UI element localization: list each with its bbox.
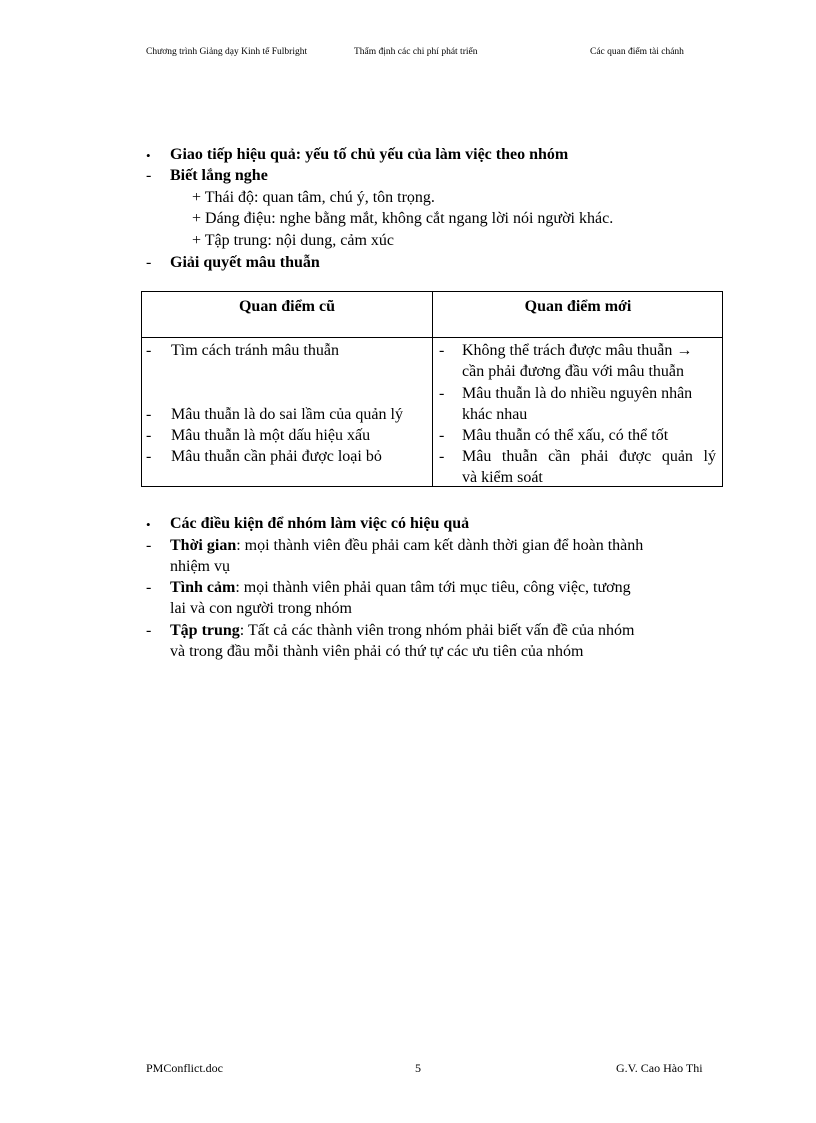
old-view-item: Tìm cách tránh mâu thuẫn bbox=[171, 342, 339, 359]
header-program: Chương trình Giảng dạy Kinh tế Fulbright bbox=[146, 47, 308, 57]
table-column-divider bbox=[432, 292, 433, 486]
dash-glyph: - bbox=[146, 254, 152, 271]
header-course: Thẩm định các chi phí phát triển bbox=[354, 47, 478, 57]
condition-item bbox=[170, 535, 643, 556]
dash-glyph: - bbox=[146, 622, 152, 639]
listening-item: + Thái độ: quan tâm, chú ý, tôn trọng. bbox=[192, 189, 435, 206]
section1-title: Giao tiếp hiệu quả: yếu tố chủ yếu của làm việc theo nhóm bbox=[170, 146, 569, 163]
new-view-text: Không thể trách được mâu thuẫn bbox=[462, 342, 673, 359]
dash-glyph: - bbox=[146, 579, 152, 596]
listening-item: + Tập trung: nội dung, cảm xúc bbox=[192, 232, 395, 249]
dash-glyph: - bbox=[439, 385, 445, 402]
views-table bbox=[141, 291, 723, 487]
new-view-item: Mâu thuẫn cần phải được quản lý bbox=[462, 448, 716, 465]
table-header-old: Quan điểm cũ bbox=[238, 298, 335, 315]
footer-page-number: 5 bbox=[415, 1061, 421, 1075]
dash-glyph: - bbox=[146, 537, 152, 554]
dash-glyph: - bbox=[146, 427, 152, 444]
new-view-item: Mâu thuẫn có thể xấu, có thể tốt bbox=[462, 427, 669, 444]
dash-glyph: - bbox=[146, 167, 152, 184]
condition-text: : mọi thành viên đều phải cam kết dành thời gian để hoàn thành bbox=[236, 537, 644, 554]
bullet-glyph: • bbox=[146, 148, 151, 163]
table-header-new: Quan điểm mới bbox=[524, 298, 632, 315]
condition-text-continued: và trong đầu mỗi thành viên phải có thứ tự các ưu tiên của nhóm bbox=[170, 643, 584, 660]
dash-glyph: - bbox=[146, 342, 152, 359]
condition-text: : Tất cả các thành viên trong nhóm phải biết vấn đề của nhóm bbox=[239, 622, 635, 639]
listening-title: Biết lắng nghe bbox=[170, 167, 268, 184]
right-arrow-icon: → bbox=[676, 342, 693, 359]
bullet-glyph: • bbox=[146, 517, 151, 532]
footer-filename: PMConflict.doc bbox=[146, 1061, 223, 1075]
condition-text-continued: nhiệm vụ bbox=[170, 558, 230, 575]
dash-glyph: - bbox=[146, 406, 152, 423]
condition-term: Tình cảm bbox=[170, 579, 236, 596]
header-topic: Các quan điểm tài chánh bbox=[590, 47, 684, 57]
new-view-item-continued: cần phải đương đầu với mâu thuẫn bbox=[462, 363, 684, 380]
conflict-title: Giải quyết mâu thuẫn bbox=[170, 254, 320, 271]
old-view-item: Mâu thuẫn cần phải được loại bỏ bbox=[171, 448, 382, 465]
dash-glyph: - bbox=[439, 342, 445, 359]
listening-item: + Dáng điệu: nghe bằng mắt, không cắt ngang lời nói người khác. bbox=[192, 210, 614, 227]
footer-author: G.V. Cao Hào Thi bbox=[616, 1061, 703, 1075]
new-view-item-continued: khác nhau bbox=[462, 406, 528, 423]
condition-term: Tập trung bbox=[170, 622, 240, 639]
new-view-item-continued: và kiểm soát bbox=[462, 469, 543, 486]
old-view-item: Mâu thuẫn là một dấu hiệu xấu bbox=[171, 427, 371, 444]
new-view-item: Mâu thuẫn là do nhiều nguyên nhân bbox=[462, 385, 693, 402]
dash-glyph: - bbox=[439, 448, 445, 465]
old-view-item: Mâu thuẫn là do sai lầm của quản lý bbox=[171, 406, 403, 423]
section2-title: Các điều kiện để nhóm làm việc có hiệu quả bbox=[170, 515, 470, 532]
new-view-item bbox=[462, 340, 692, 361]
condition-term: Thời gian bbox=[170, 537, 237, 554]
condition-text-continued: lai và con người trong nhóm bbox=[170, 600, 352, 617]
condition-item bbox=[170, 577, 631, 598]
condition-text: : mọi thành viên phải quan tâm tới mục tiêu, công việc, tương bbox=[235, 579, 631, 596]
dash-glyph: - bbox=[439, 427, 445, 444]
dash-glyph: - bbox=[146, 448, 152, 465]
condition-item bbox=[170, 620, 634, 641]
